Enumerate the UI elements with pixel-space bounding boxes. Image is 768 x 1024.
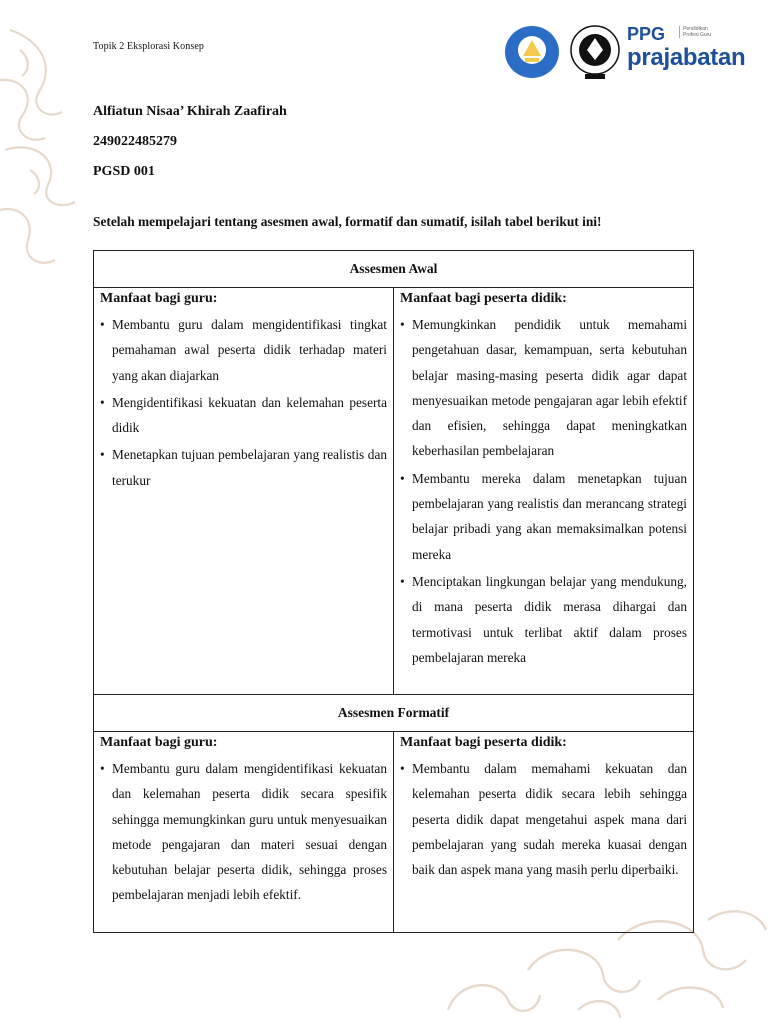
- logo-prajabatan-text: prajabatan: [627, 44, 746, 71]
- student-name: Alfiatun Nisaa’ Khirah Zaafirah: [93, 104, 287, 119]
- logo-ppg-text: PPG: [627, 24, 666, 44]
- list-item: • Mengidentifikasi kekuatan dan kelemahan peserta didik: [100, 390, 387, 441]
- cell-guru-formatif: [94, 732, 394, 933]
- section-title-formatif: Assesmen Formatif: [94, 695, 694, 732]
- student-class: PGSD 001: [93, 164, 155, 179]
- cell-siswa-awal: [394, 288, 694, 695]
- list-item: • Membantu guru dalam mengidentifikasi kekuatan dan kelemahan peserta didik secara spesifik sehingga memungkinkan guru untuk menyesuaikan metode pengajaran dan materi sesuai dengan kebutuhan belajar peserta didik, sehingga proses pembelajaran menjadi lebih efektif.: [100, 756, 387, 908]
- cell-siswa-formatif: [394, 732, 694, 933]
- batik-ornament-left: [0, 20, 90, 280]
- ppg-prajabatan-logo: [627, 24, 757, 84]
- list-item: • Menciptakan lingkungan belajar yang mendukung, di mana peserta didik merasa dihargai dan termotivasi untuk terlibat aktif dalam proses pembelajaran mereka: [400, 569, 687, 670]
- instruction-text: Setelah mempelajari tentang asesmen awal, formatif dan sumatif, isilah tabel berikut ini!: [93, 214, 602, 229]
- list-item: • Memungkinkan pendidik untuk memahami pengetahuan dasar, kemampuan, serta kebutuhan belajar masing-masing peserta didik agar dapat menyesuaikan metode pengajaran agar lebih efektif dan efisien, sehingga dapat meningkatkan keberhasilan pembelajaran: [400, 312, 687, 464]
- logo-small-text: Pendidikan Profesi Guru: [679, 26, 719, 38]
- logo-group: [505, 22, 755, 84]
- cell-guru-awal: [94, 288, 394, 695]
- assessment-table: [93, 250, 694, 933]
- guru-heading: Manfaat bagi guru:: [100, 291, 218, 306]
- list-item: • Membantu guru dalam mengidentifikasi tingkat pemahaman awal peserta didik terhadap materi yang akan diajarkan: [100, 312, 387, 388]
- siswa-heading: Manfaat bagi peserta didik:: [400, 291, 567, 306]
- unm-logo: [567, 24, 623, 80]
- section-title-awal: Assesmen Awal: [94, 251, 694, 288]
- guru-heading: Manfaat bagi guru:: [100, 735, 218, 750]
- list-item: • Membantu dalam memahami kekuatan dan kelemahan peserta didik secara lebih sehingga peserta didik dapat mengetahui aspek mana dari pembelajaran yang sudah mereka kuasai dengan baik dan aspek mana yang masih perlu diperbaiki.: [400, 756, 687, 882]
- header-topic: Topik 2 Eksplorasi Konsep: [93, 41, 204, 52]
- siswa-heading: Manfaat bagi peserta didik:: [400, 735, 567, 750]
- kemdikbud-logo: [505, 26, 559, 78]
- list-item: • Membantu mereka dalam menetapkan tujuan pembelajaran yang realistis dan merancang strategi belajar pribadi yang akan memaksimalkan potensi mereka: [400, 466, 687, 567]
- student-id: 249022485279: [93, 134, 177, 149]
- list-item: • Menetapkan tujuan pembelajaran yang realistis dan terukur: [100, 442, 387, 493]
